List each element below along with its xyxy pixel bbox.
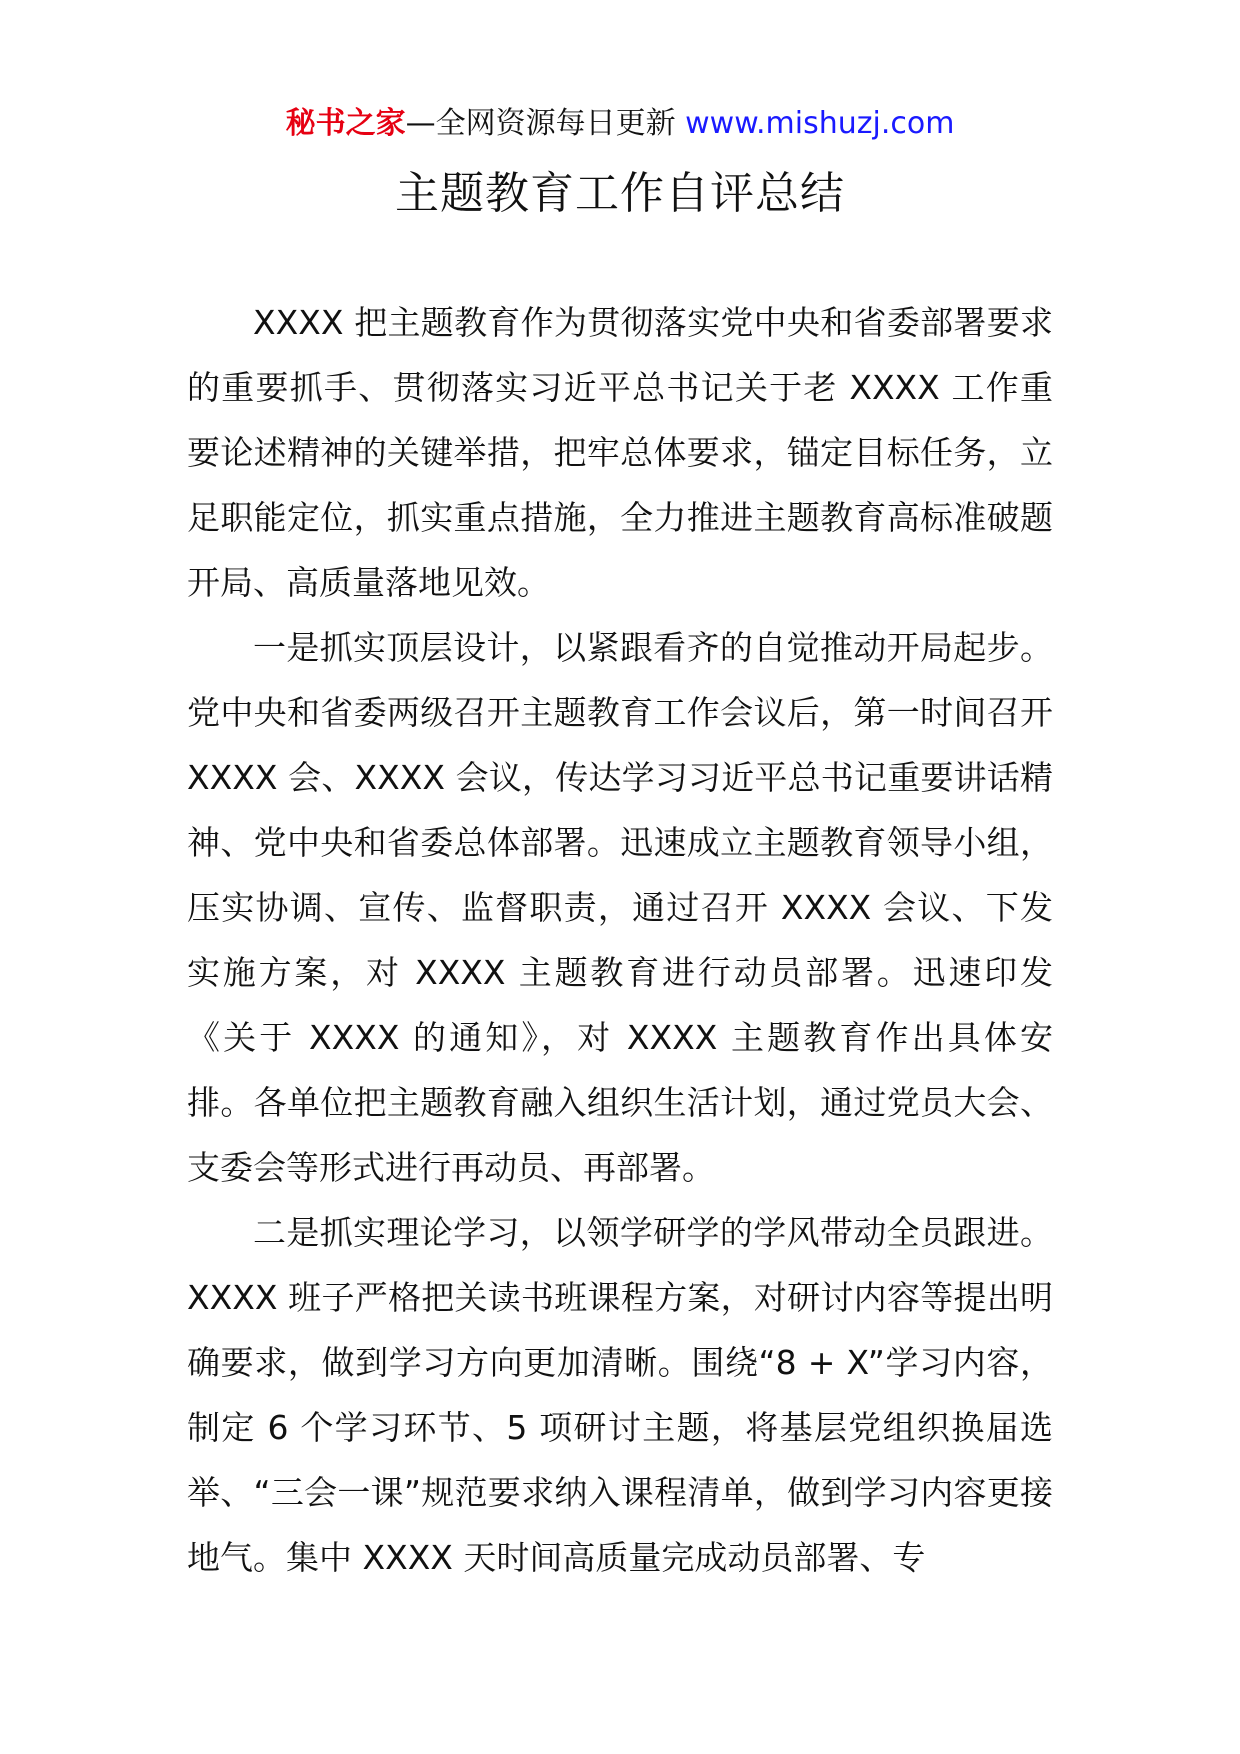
document-title: 主题教育工作自评总结 <box>395 168 845 219</box>
document-body <box>187 290 1053 1590</box>
site-header <box>0 100 1240 148</box>
paragraph-intro: XXXX 把主题教育作为贯彻落实党中央和省委部署要求的重要抓手、贯彻落实习近平总书记关于老 XXXX 工作重要论述精神的关键举措，把牢总体要求，锚定目标任务，立足职能定位，抓实重点措施，全力推进主题教育高标准破题开局、高质量落地见效。 <box>187 303 1053 602</box>
site-brand: 秘书之家 <box>285 106 406 141</box>
site-tagline: —全网资源每日更新 <box>405 106 686 141</box>
paragraph-top-level-design: 一是抓实顶层设计，以紧跟看齐的自觉推动开局起步。党中央和省委两级召开主题教育工作会议后，第一时间召开 XXXX 会、XXXX 会议，传达学习习近平总书记重要讲话精神、党中央和省委总体部署。迅速成立主题教育领导小组，压实协调、宣传、监督职责，通过召开 XXXX 会议、下发实施方案，对 XXXX 主题教育进行动员部署。迅速印发《关于 XXXX 的通知》，对 XXXX 主题教育作出具体安排。各单位把主题教育融入组织生活计划，通过党员大会、支委会等形式进行再动员、再部署。 <box>187 628 1053 1187</box>
paragraph-theory-study: 二是抓实理论学习，以领学研学的学风带动全员跟进。XXXX 班子严格把关读书班课程方案，对研讨内容等提出明确要求，做到学习方向更加清晰。围绕“8 + X”学习内容，制定 6 个学习环节、5 项研讨主题，将基层党组织换届选举、“三会一课”规范要求纳入课程清单，做到学习内容更接地气。集中 XXXX 天时间高质量完成动员部署、专 <box>187 1213 1053 1577</box>
site-url[interactable]: www.mishuzj.com <box>685 106 955 141</box>
